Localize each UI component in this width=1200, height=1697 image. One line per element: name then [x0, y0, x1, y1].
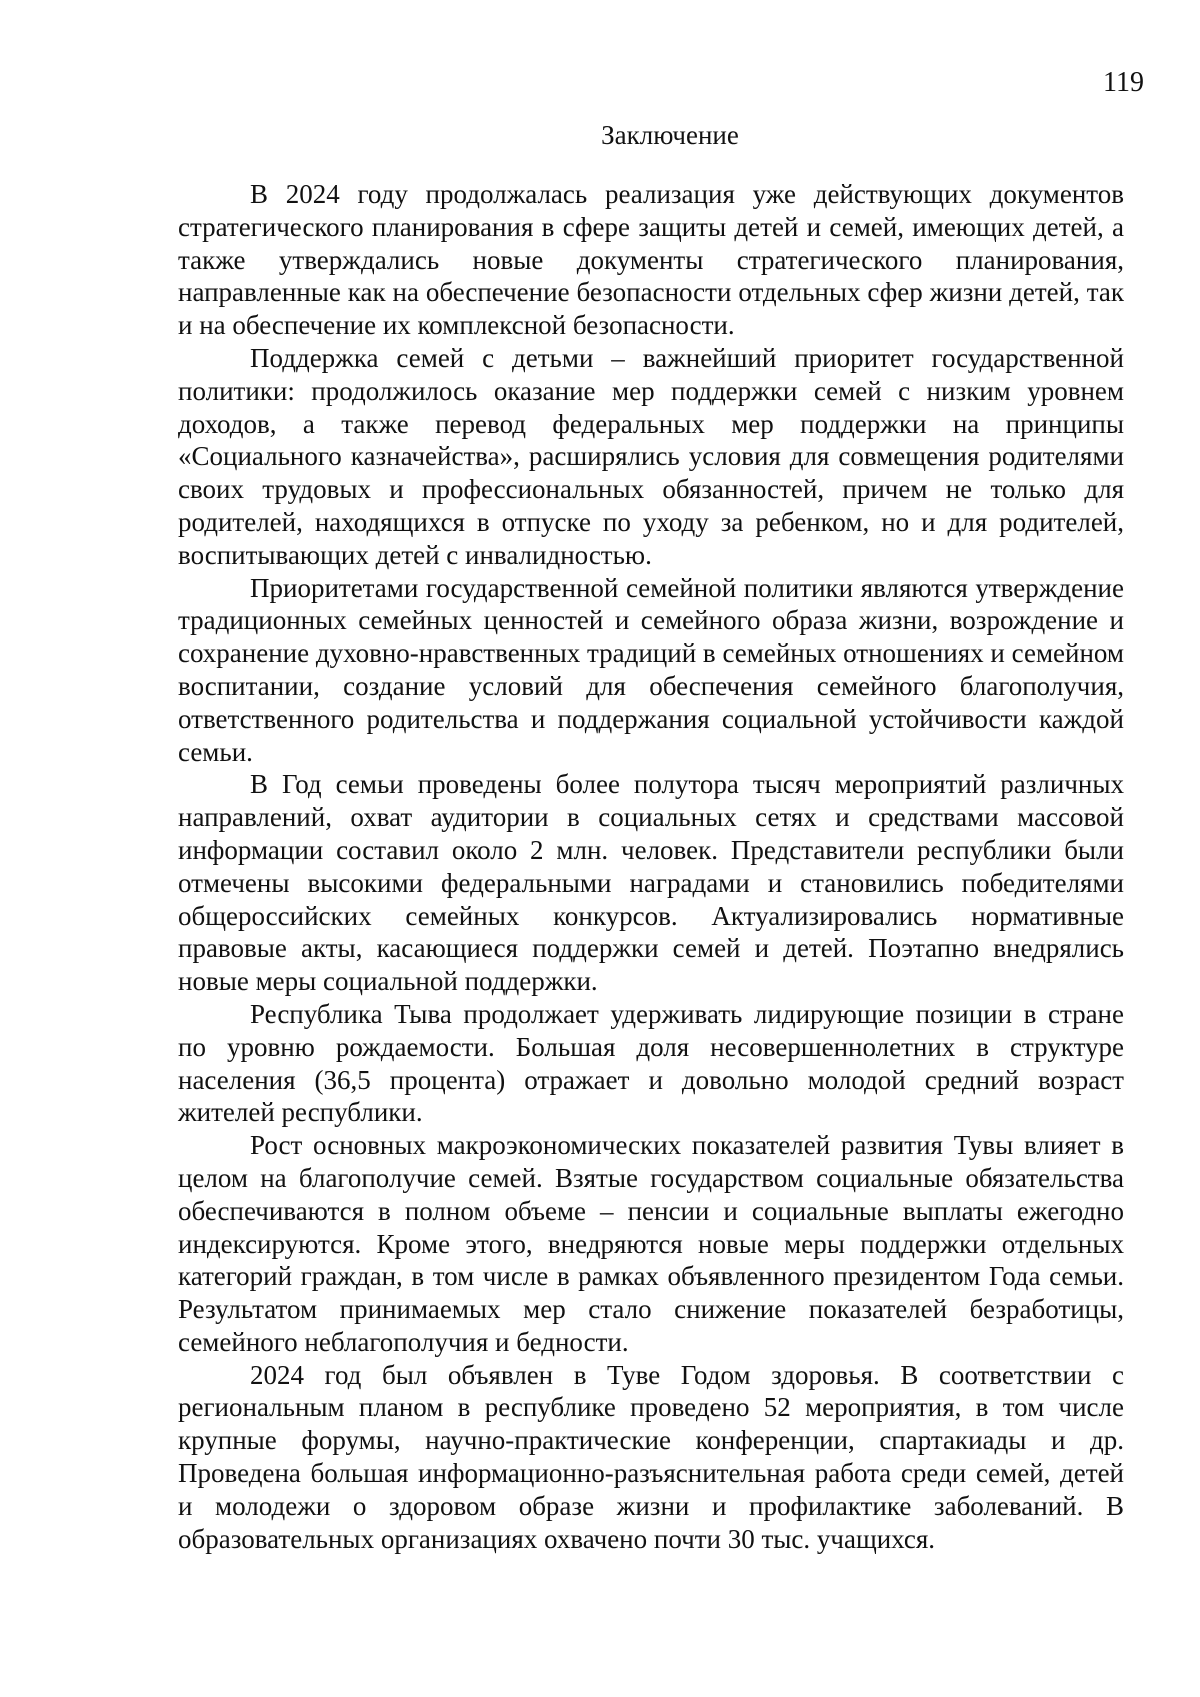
page-number: 119	[1103, 67, 1144, 98]
paragraph: 2024 год был объявлен в Туве Годом здоровья. В соответствии с региональным планом в республике проведено 52 мероприятия, в том числе крупные форумы, научно-практические конференции, спартакиады и др. Проведена большая информационно-разъяснительная работа среди семей, детей и молодежи о здоровом образе жизни и профилактике заболеваний. В образовательных организациях охвачено почти 30 тыс. учащихся.	[178, 1359, 1124, 1554]
paragraph: Приоритетами государственной семейной политики являются утверждение традиционных семейных ценностей и семейного образа жизни, возрождение и сохранение духовно-нравственных традиций в семейных отношениях и семейном воспитании, создание условий для обеспечения семейного благополучия, ответственного родительства и поддержания социальной устойчивости каждой семьи.	[178, 572, 1124, 767]
paragraph: В 2024 году продолжалась реализация уже действующих документов стратегического планирования в сфере защиты детей и семей, имеющих детей, а также утверждались новые документы стратегического планирования, направленные как на обеспечение безопасности отдельных сфер жизни детей, так и на обеспечение их комплексной безопасности.	[178, 179, 1124, 341]
paragraph: Рост основных макроэкономических показателей развития Тувы влияет в целом на благополучие семей. Взятые государством социальные обязательства обеспечиваются в полном объеме – пенсии и социальные выплаты ежегодно индексируются. Кроме этого, внедряются новые меры поддержки отдельных категорий граждан, в том числе в рамках объявленного президентом Года семьи. Результатом принимаемых мер стало снижение показателей безработицы, семейного неблагополучия и бедности.	[178, 1130, 1124, 1357]
body-text	[178, 178, 1124, 1555]
paragraph: В Год семьи проведены более полутора тысяч мероприятий различных направлений, охват аудитории в социальных сетях и средствами массовой информации составил около 2 млн. человек. Представители республики были отмечены высокими федеральными наградами и становились победителями общероссийских семейных конкурсов. Актуализировались нормативные правовые акты, касающиеся поддержки семей и детей. Поэтапно внедрялись новые меры социальной поддержки.	[178, 769, 1124, 997]
paragraph: Республика Тыва продолжает удерживать лидирующие позиции в стране по уровню рождаемости. Большая доля несовершеннолетних в структуре населения (36,5 процента) отражает и довольно молодой средний возраст жителей республики.	[178, 998, 1124, 1128]
section-heading: Заключение	[601, 120, 739, 150]
paragraph: Поддержка семей с детьми – важнейший приоритет государственной политики: продолжилось оказание мер поддержки семей с низким уровнем доходов, а также перевод федеральных мер поддержки на принципы «Социального казначейства», расширялись условия для совмещения родителями своих трудовых и профессиональных обязанностей, причем не только для родителей, находящихся в отпуске по уходу за ребенком, но и для родителей, воспитывающих детей с инвалидностью.	[178, 342, 1124, 570]
